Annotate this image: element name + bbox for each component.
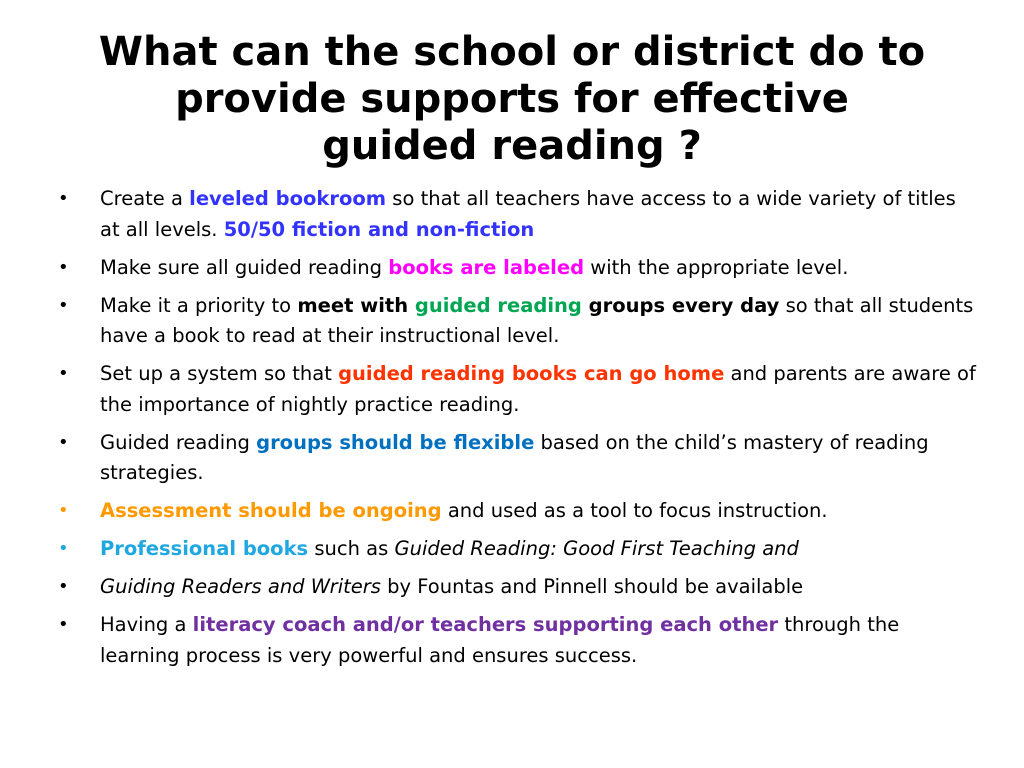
bullet-text-segment: literacy coach and/or teachers supporting each other [192,613,779,636]
bullet-text-segment: guided reading [414,293,582,317]
bullet-list [58,184,978,679]
bullet-text-segment: Make it a priority to [100,293,298,317]
bullet-text-segment: through the learning process is very powerful and ensures success. [100,613,900,667]
bullet-item [58,428,978,489]
title-line-2: provide supports for effective [175,75,849,122]
bullet-text-segment: with the appropriate level. [584,255,849,279]
bullet-dot-icon: • [58,294,69,316]
bullet-item [58,291,978,352]
bullet-text-segment: such as [308,537,395,560]
bullet-text-segment: groups should be flexible [256,430,535,454]
bullet-item [58,359,978,420]
bullet-text-segment: and parents are aware of the importance of nightly practice reading. [100,362,976,416]
bullet-text-segment: 50/50 fiction and non-fiction [223,217,535,241]
bullet-text-segment: Guiding Readers and Writers [100,575,381,598]
bullet-text-segment: Create a [100,187,190,210]
bullet-dot-icon: • [58,500,69,521]
bullet-text-segment: based on the child’s mastery of reading strategies. [100,430,929,484]
bullet-text-segment: Set up a system so that [100,362,339,385]
bullet-text-segment: meet with [297,293,415,317]
bullet-text-segment: leveled bookroom [189,187,387,210]
bullet-dot-icon: • [58,576,69,597]
bullet-text-segment: by Fountas and Pinnell should be available [380,575,804,598]
bullet-text-segment: Guided reading [100,430,257,454]
slide-title [40,29,984,170]
bullet-text-segment: guided reading books can go home [338,362,725,385]
bullet-dot-icon: • [58,256,69,278]
bullet-text-segment: Assessment should be ongoing [100,499,442,522]
bullet-dot-icon: • [58,538,69,559]
bullet-dot-icon: • [58,188,69,209]
bullet-item [58,572,978,603]
title-line-3: guided reading ? [322,122,702,169]
bullet-text-segment: books are labeled [388,255,585,279]
bullet-text-segment: Make sure all guided reading [100,255,389,279]
bullet-item [58,610,978,671]
bullet-item [58,496,978,527]
bullet-text-segment: so that all teachers have access to a wide variety of titles at all levels. [100,187,956,241]
bullet-text-segment: groups every day [581,293,780,317]
bullet-item [58,184,978,245]
bullet-text-segment: Professional books [100,537,309,560]
bullet-item [58,534,978,565]
bullet-dot-icon: • [58,363,69,384]
bullet-dot-icon: • [58,614,69,635]
bullet-dot-icon: • [58,431,69,453]
bullet-text-segment: and used as a tool to focus instruction. [441,499,828,522]
title-line-1: What can the school or district do to [98,28,926,75]
bullet-item [58,253,978,284]
bullet-text-segment: Guided Reading: Good First Teaching and [394,537,799,560]
bullet-text-segment: so that all students have a book to read at their instructional level. [100,293,974,347]
bullet-text-segment: Having a [100,613,193,636]
